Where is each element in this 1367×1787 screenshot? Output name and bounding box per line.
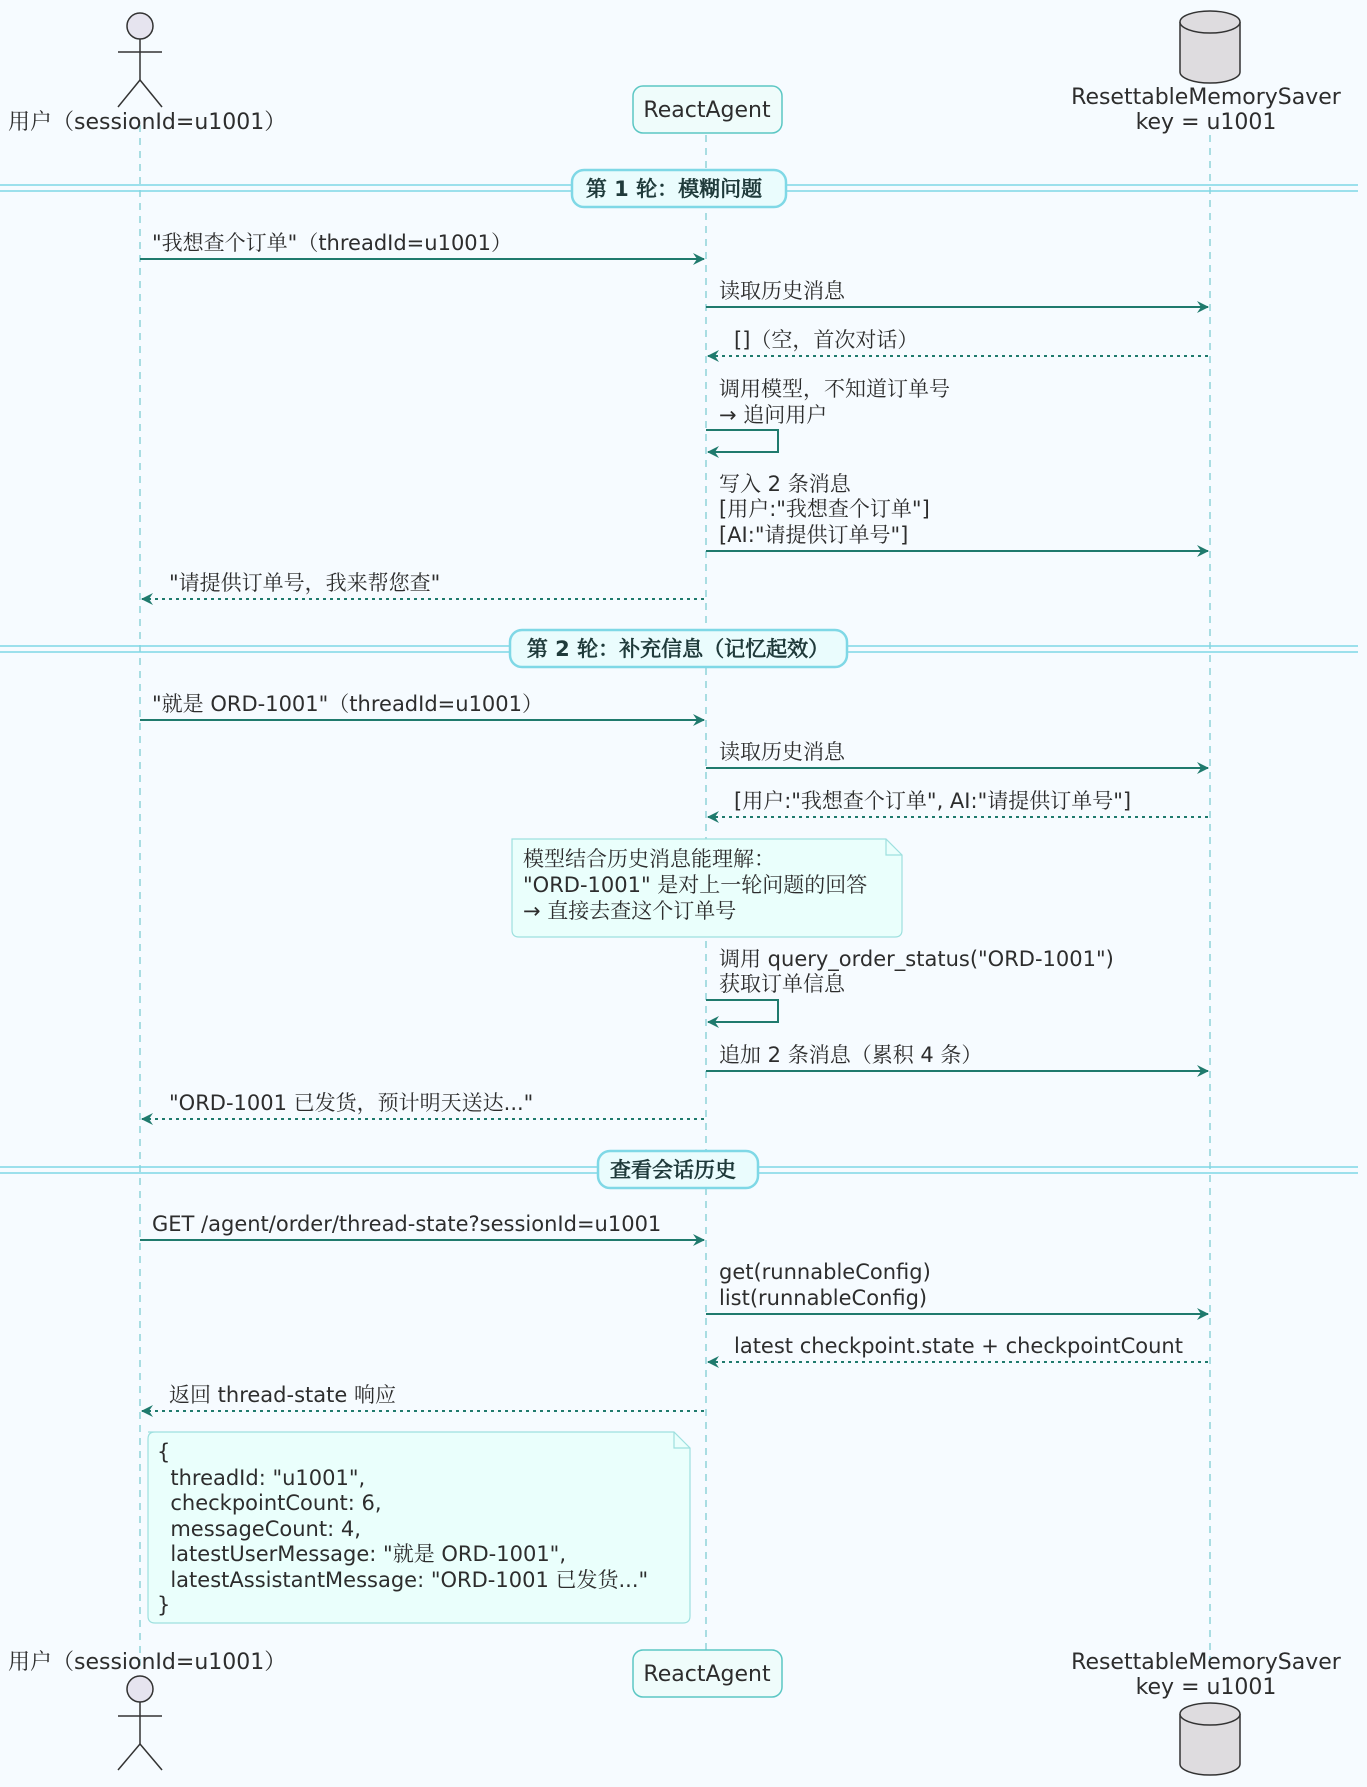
json-line-7: }	[157, 1593, 171, 1617]
msg-5-label: "请提供订单号，我来帮您查"	[169, 571, 441, 595]
user-actor-bottom	[118, 1676, 162, 1770]
msg-1-label: 读取历史消息	[719, 279, 845, 303]
msg-13-label-1: get(runnableConfig)	[719, 1260, 931, 1284]
divider-history-title: 查看会话历史	[610, 1158, 736, 1182]
msg-0-label: "我想查个订单"（threadId=u1001）	[152, 231, 513, 255]
json-line-2: threadId: "u1001",	[157, 1466, 366, 1490]
divider-round-2-title: 第 2 轮：补充信息（记忆起效）	[526, 637, 830, 661]
msg-4-label-2: [用户:"我想查个订单"]	[719, 497, 930, 521]
msg-11-label: "ORD-1001 已发货，预计明天送达..."	[169, 1091, 534, 1115]
saver-label-bottom-1: ResettableMemorySaver	[1071, 1650, 1341, 1675]
saver-label-top-1: ResettableMemorySaver	[1071, 85, 1341, 110]
note-model-line-3: → 直接去查这个订单号	[523, 899, 737, 923]
divider-history	[0, 1151, 1358, 1188]
agent-label-top: ReactAgent	[643, 98, 771, 123]
divider-round-1	[0, 170, 1358, 207]
msg-3-label-2: → 追问用户	[719, 403, 828, 427]
user-label-top: 用户（sessionId=u1001）	[8, 110, 287, 135]
msg-3-self-arrow	[706, 430, 778, 452]
note-model-reasoning	[512, 839, 902, 937]
msg-2-label: []（空，首次对话）	[734, 328, 919, 352]
note-model-line-1: 模型结合历史消息能理解：	[523, 847, 775, 871]
note-model-line-2: "ORD-1001" 是对上一轮问题的回答	[523, 873, 868, 897]
user-actor-top	[118, 13, 162, 107]
agent-label-bottom: ReactAgent	[643, 1662, 771, 1687]
msg-13-label-2: list(runnableConfig)	[719, 1286, 928, 1310]
msg-9-label-1: 调用 query_order_status("ORD-1001")	[719, 947, 1114, 971]
saver-label-bottom-2: key = u1001	[1135, 1675, 1277, 1700]
json-line-6: latestAssistantMessage: "ORD-1001 已发货..."	[157, 1568, 649, 1592]
msg-10-label: 追加 2 条消息（累积 4 条）	[719, 1043, 983, 1067]
msg-12-label: GET /agent/order/thread-state?sessionId=u1001	[152, 1212, 662, 1236]
divider-round-1-title: 第 1 轮：模糊问题	[585, 177, 763, 201]
msg-15-label: 返回 thread-state 响应	[169, 1383, 396, 1407]
database-icon-bottom	[1180, 1703, 1240, 1775]
divider-round-2	[0, 630, 1358, 667]
msg-14-label: latest checkpoint.state + checkpointCount	[734, 1334, 1183, 1358]
note-thread-state-json	[148, 1432, 690, 1623]
json-line-3: checkpointCount: 6,	[157, 1491, 382, 1515]
json-line-5: latestUserMessage: "就是 ORD-1001",	[157, 1542, 567, 1566]
msg-3-label-1: 调用模型，不知道订单号	[719, 377, 950, 401]
msg-6-label: "就是 ORD-1001"（threadId=u1001）	[152, 692, 544, 716]
msg-7-label: 读取历史消息	[719, 740, 845, 764]
msg-9-label-2: 获取订单信息	[719, 972, 845, 996]
json-line-1: {	[157, 1440, 171, 1464]
msg-8-label: [用户:"我想查个订单", AI:"请提供订单号"]	[734, 789, 1132, 813]
msg-4-label-3: [AI:"请提供订单号"]	[719, 523, 909, 547]
database-icon-top	[1180, 11, 1240, 83]
saver-label-top-2: key = u1001	[1135, 110, 1277, 135]
json-line-4: messageCount: 4,	[157, 1517, 361, 1541]
msg-9-self-arrow	[706, 1000, 778, 1022]
msg-4-label-1: 写入 2 条消息	[719, 472, 851, 496]
user-label-bottom: 用户（sessionId=u1001）	[8, 1650, 287, 1675]
